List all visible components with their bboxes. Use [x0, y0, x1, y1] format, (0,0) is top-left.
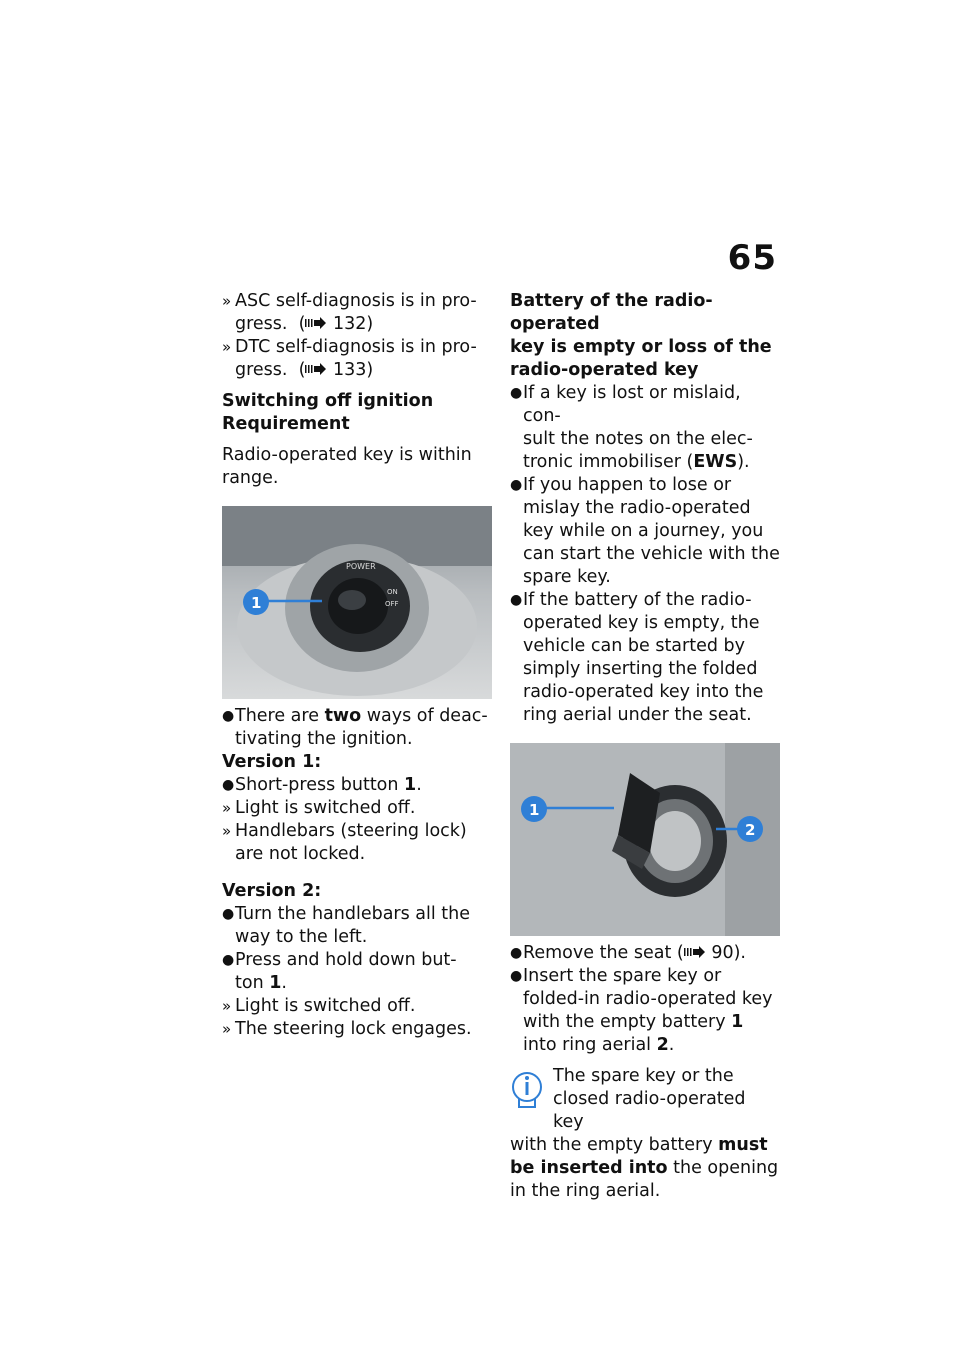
bullet-item: ● If a key is lost or mislaid, con- sult the notes on the elec- tronic immobiliser (EWS).	[510, 383, 753, 472]
bullet-item: ● Insert the spare key or folded-in radio-operated key with the empty battery 1 into ring aerial 2.	[510, 966, 773, 1055]
version-2-heading: Version 2:	[222, 881, 322, 901]
result-marker: »	[222, 292, 232, 310]
result-item: » Handlebars (steering lock) are not locked.	[222, 821, 467, 864]
bullet-marker: ●	[222, 906, 235, 922]
version-1-heading: Version 1:	[222, 752, 322, 772]
requirement-text: Radio-operated key is within range.	[222, 445, 472, 488]
page-ref[interactable]: 90).	[711, 943, 746, 963]
bullet-marker: ●	[510, 385, 523, 401]
callout-1-label: 1	[251, 594, 262, 612]
result-marker: »	[222, 997, 232, 1015]
requirement-heading: Requirement	[222, 414, 350, 434]
bullet-item: ● Remove the seat ( 90).	[510, 943, 746, 963]
callout-1-label: 1	[529, 801, 540, 819]
page-ref[interactable]: 133)	[333, 360, 374, 380]
page-number: 65	[727, 238, 777, 278]
ignition-button-photo	[222, 506, 492, 699]
arrow-ref-icon[interactable]	[305, 317, 327, 329]
result-item: » The steering lock engages.	[222, 1019, 472, 1039]
bullet-item: ● There are two ways of deac- tivating the ignition.	[222, 706, 488, 749]
callout-2-label: 2	[745, 821, 756, 839]
bullet-item: ● Short-press button 1.	[222, 775, 422, 795]
bullet-marker: ●	[222, 777, 235, 793]
info-note: The spare key or the closed radio-operated key with the empty battery must be inserted into the opening in the ring aerial.	[510, 1066, 779, 1201]
bullet-item: ● Press and hold down but- ton 1.	[222, 950, 457, 993]
bullet-item: ● Turn the handlebars all the way to the left.	[222, 904, 471, 947]
result-item: » ASC self-diagnosis is in pro- gress. ( 132)	[222, 291, 477, 334]
bullet-marker: ●	[510, 945, 523, 961]
bullet-marker: ●	[222, 952, 235, 968]
bullet-marker: ●	[222, 708, 235, 724]
result-marker: »	[222, 822, 232, 840]
bullet-marker: ●	[510, 968, 523, 984]
result-item: » Light is switched off.	[222, 996, 416, 1016]
result-marker: »	[222, 338, 232, 356]
bullet-item: ● If you happen to lose or mislay the radio-operated key while on a journey, you can start the vehicle with the spare key.	[510, 475, 780, 587]
ring-aerial-photo	[510, 743, 780, 936]
page-ref[interactable]: 132)	[333, 314, 374, 334]
section-heading: Switching off ignition	[222, 391, 434, 411]
result-marker: »	[222, 1020, 232, 1038]
bullet-item: ● If the battery of the radio-operated key is empty, the vehicle can be started by simply inserting the folded radio-operated key into the ring aerial under the seat.	[510, 590, 764, 725]
bullet-marker: ●	[510, 477, 523, 493]
info-icon	[510, 1069, 544, 1109]
result-item: » DTC self-diagnosis is in pro- gress. ( 133)	[222, 337, 477, 380]
arrow-ref-icon[interactable]	[684, 946, 706, 958]
power-label: POWER	[346, 562, 376, 571]
on-label: ON	[387, 588, 398, 596]
arrow-ref-icon[interactable]	[305, 363, 327, 375]
right-column	[510, 290, 780, 1203]
bullet-marker: ●	[510, 592, 523, 608]
result-item: » Light is switched off.	[222, 798, 416, 818]
result-marker: »	[222, 799, 232, 817]
section-heading: Battery of the radio-operated key is empty or loss of the radio-operated key	[510, 291, 772, 380]
off-label: OFF	[385, 600, 399, 608]
left-column	[222, 290, 492, 1041]
